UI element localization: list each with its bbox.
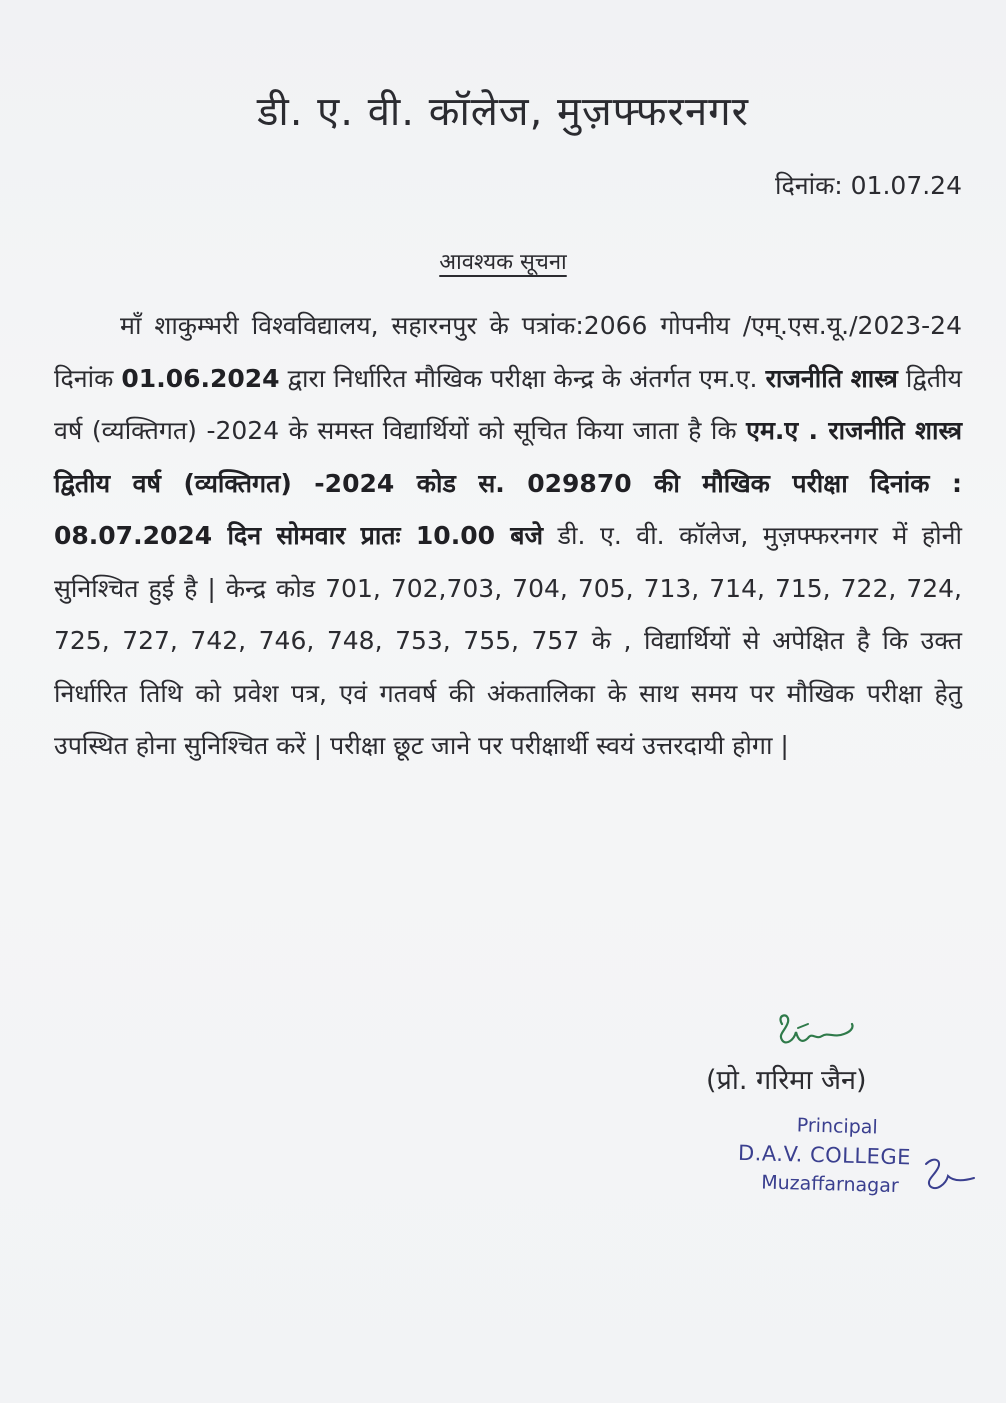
subject-name: राजनीति शास्त्र — [765, 363, 898, 393]
signatory-name: (प्रो. गरिमा जैन) — [706, 1065, 867, 1096]
stamp-line-principal: Principal — [796, 1114, 879, 1139]
stamp-initials-scribble — [920, 1150, 980, 1200]
body-part-2: द्वारा निर्धारित मौखिक परीक्षा केन्द्र के अंतर्गत एम.ए. — [279, 363, 766, 393]
body-part-3: द्वितीय वर्ष (व्यक्तिगत) -2024 के समस्त विद्यार्थियों को सूचित किया जाता है कि — [54, 363, 962, 445]
notice-heading-text: आवश्यक सूचना — [439, 250, 567, 275]
notice-date: दिनांक: 01.07.24 — [775, 171, 962, 200]
letter-date: 01.06.2024 — [121, 363, 280, 393]
notice-body — [54, 300, 962, 773]
notice-heading — [0, 246, 1006, 276]
body-part-4: डी. ए. वी. कॉलेज, मुज़फ्फरनगर में होनी सुनिश्चित हुई है | केन्द्र कोड 701, 702,703, 704, 705, 713, 714, 715, 722, 724, 725, 727, 742, 746, 748, 753, 755, 757 के , विद्यार्थियों से अपेक्षित है कि उक्त निर्धारित तिथि को प्रवेश पत्र, एवं गतवर्ष की अंकतालिका के साथ समय पर मौखिक परीक्षा हेतु उपस्थित होना सुनिश्चित करें | परीक्षा छूट जाने पर परीक्षार्थी स्वयं उत्तरदायी होगा | — [54, 521, 962, 760]
stamp-line-city: Muzaffarnagar — [760, 1171, 899, 1198]
college-title: डी. ए. वी. कॉलेज, मुज़फ्फरनगर — [256, 89, 750, 135]
exam-details: एम.ए . राजनीति शास्त्र द्वितीय वर्ष (व्यक्तिगत) -2024 कोड स. 029870 की मौखिक परीक्षा दिनांक : 08.07.2024 दिन सोमवार प्रातः 10.00 बजे — [54, 416, 962, 550]
stamp-line-college: D.A.V. COLLEGE — [737, 1140, 912, 1170]
handwritten-signature — [768, 1010, 868, 1060]
body-part-1: माँ शाकुम्भरी विश्वविद्यालय, सहारनपुर के पत्रांक:2066 गोपनीय /एम्.एस.यू./2023-24 दिनांक — [54, 311, 962, 393]
